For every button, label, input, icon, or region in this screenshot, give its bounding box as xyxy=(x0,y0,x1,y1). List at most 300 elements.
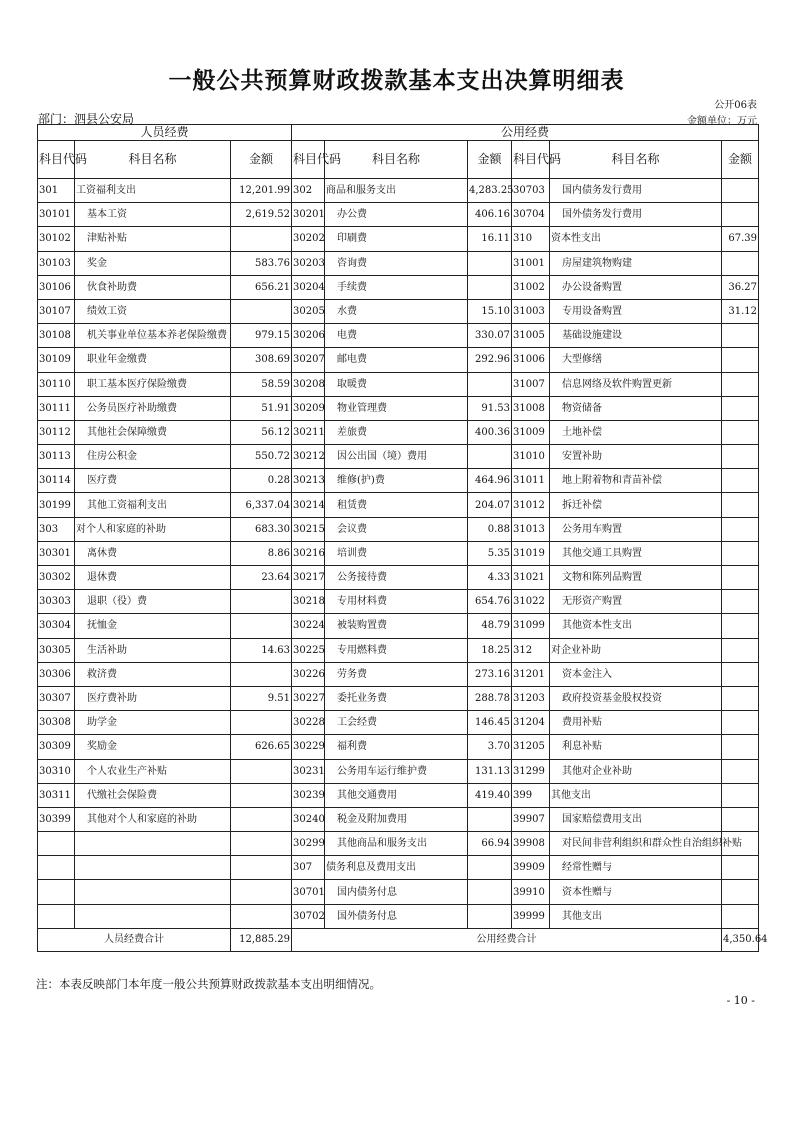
public-name-cell: 邮电费 xyxy=(325,348,468,372)
personnel-amount-cell xyxy=(231,807,292,831)
public-name-cell: 电费 xyxy=(325,324,468,348)
capital-name-cell: 对企业补助 xyxy=(550,638,722,662)
public-amount-cell: 16.11 xyxy=(468,227,512,251)
capital-amount-cell xyxy=(722,493,759,517)
public-name-cell: 工会经费 xyxy=(325,711,468,735)
personnel-code-cell: 30307 xyxy=(38,686,75,710)
personnel-name-cell: 其他工资福利支出 xyxy=(75,493,231,517)
column-header-row xyxy=(38,141,759,179)
public-code-cell: 30299 xyxy=(292,832,325,856)
capital-name-cell: 资本性支出 xyxy=(550,227,722,251)
capital-name-cell: 资本性赠与 xyxy=(550,880,722,904)
public-name-cell: 其他商品和服务支出 xyxy=(325,832,468,856)
public-name-cell: 因公出国（境）费用 xyxy=(325,445,468,469)
capital-code-cell: 31201 xyxy=(512,662,550,686)
personnel-name-cell: 机关事业单位基本养老保险缴费 xyxy=(75,324,231,348)
public-name-cell: 专用材料费 xyxy=(325,590,468,614)
public-code-cell: 30239 xyxy=(292,783,325,807)
personnel-name-cell xyxy=(75,856,231,880)
personnel-amount-cell: 308.69 xyxy=(231,348,292,372)
capital-amount-cell xyxy=(722,735,759,759)
table-row xyxy=(38,711,759,735)
personnel-name-cell: 离休费 xyxy=(75,541,231,565)
personnel-code-cell: 30306 xyxy=(38,662,75,686)
public-amount-cell xyxy=(468,880,512,904)
public-name-cell: 租赁费 xyxy=(325,493,468,517)
personnel-amount-cell: 8.86 xyxy=(231,541,292,565)
col-header-code: 科目代码 xyxy=(292,141,325,179)
public-code-cell: 30218 xyxy=(292,590,325,614)
col-header-amount: 金额 xyxy=(722,141,759,179)
public-code-cell: 30204 xyxy=(292,275,325,299)
personnel-code-cell: 30308 xyxy=(38,711,75,735)
table-row xyxy=(38,251,759,275)
table-row xyxy=(38,856,759,880)
public-amount-cell: 654.76 xyxy=(468,590,512,614)
public-code-cell: 30202 xyxy=(292,227,325,251)
capital-name-cell: 专用设备购置 xyxy=(550,299,722,323)
public-code-cell: 307 xyxy=(292,856,325,880)
personnel-amount-cell: 550.72 xyxy=(231,445,292,469)
capital-code-cell: 31006 xyxy=(512,348,550,372)
public-code-cell: 30214 xyxy=(292,493,325,517)
personnel-total-amount: 12,885.29 xyxy=(231,928,292,951)
personnel-name-cell: 医疗费补助 xyxy=(75,686,231,710)
capital-code-cell: 31022 xyxy=(512,590,550,614)
capital-code-cell: 31099 xyxy=(512,614,550,638)
capital-amount-cell xyxy=(722,566,759,590)
public-code-cell: 30212 xyxy=(292,445,325,469)
public-name-cell: 国内债务付息 xyxy=(325,880,468,904)
col-header-amount: 金额 xyxy=(231,141,292,179)
capital-amount-cell xyxy=(722,638,759,662)
group-header-row xyxy=(38,125,759,141)
public-amount-cell: 15.10 xyxy=(468,299,512,323)
table-row xyxy=(38,517,759,541)
capital-name-cell: 其他交通工具购置 xyxy=(550,541,722,565)
public-amount-cell: 146.45 xyxy=(468,711,512,735)
personnel-name-cell: 奖励金 xyxy=(75,735,231,759)
capital-code-cell: 31013 xyxy=(512,517,550,541)
personnel-code-cell: 30305 xyxy=(38,638,75,662)
capital-amount-cell xyxy=(722,614,759,638)
table-row xyxy=(38,662,759,686)
public-name-cell: 培训费 xyxy=(325,541,468,565)
personnel-amount-cell: 6,337.04 xyxy=(231,493,292,517)
personnel-amount-cell: 56.12 xyxy=(231,420,292,444)
table-row xyxy=(38,493,759,517)
capital-code-cell: 31019 xyxy=(512,541,550,565)
public-name-cell: 委托业务费 xyxy=(325,686,468,710)
personnel-code-cell: 30110 xyxy=(38,372,75,396)
personnel-code-cell: 30302 xyxy=(38,566,75,590)
public-code-cell: 30231 xyxy=(292,759,325,783)
personnel-code-cell: 30399 xyxy=(38,807,75,831)
capital-code-cell: 39910 xyxy=(512,880,550,904)
public-total-label: 公用经费合计 xyxy=(292,928,722,951)
public-name-cell: 水费 xyxy=(325,299,468,323)
capital-code-cell: 31203 xyxy=(512,686,550,710)
personnel-code-cell xyxy=(38,904,75,928)
personnel-amount-cell: 23.64 xyxy=(231,566,292,590)
capital-amount-cell xyxy=(722,807,759,831)
public-name-cell: 其他交通费用 xyxy=(325,783,468,807)
public-amount-cell: 204.07 xyxy=(468,493,512,517)
personnel-code-cell: 303 xyxy=(38,517,75,541)
personnel-name-cell: 抚恤金 xyxy=(75,614,231,638)
capital-code-cell: 31001 xyxy=(512,251,550,275)
table-row xyxy=(38,638,759,662)
personnel-code-cell: 30114 xyxy=(38,469,75,493)
public-code-cell: 30228 xyxy=(292,711,325,735)
table-row xyxy=(38,735,759,759)
public-amount-cell: 5.35 xyxy=(468,541,512,565)
personnel-code-cell: 30101 xyxy=(38,203,75,227)
personnel-amount-cell: 58.59 xyxy=(231,372,292,396)
capital-name-cell: 政府投资基金股权投资 xyxy=(550,686,722,710)
public-code-cell: 30224 xyxy=(292,614,325,638)
personnel-name-cell: 退休费 xyxy=(75,566,231,590)
table-row xyxy=(38,880,759,904)
capital-name-cell: 无形资产购置 xyxy=(550,590,722,614)
table-row xyxy=(38,807,759,831)
table-row xyxy=(38,686,759,710)
capital-amount-cell: 67.39 xyxy=(722,227,759,251)
personnel-name-cell: 奖金 xyxy=(75,251,231,275)
personnel-amount-cell: 2,619.52 xyxy=(231,203,292,227)
capital-amount-cell: 36.27 xyxy=(722,275,759,299)
capital-name-cell: 房屋建筑物购建 xyxy=(550,251,722,275)
col-header-name: 科目名称 xyxy=(325,141,468,179)
personnel-name-cell: 救济费 xyxy=(75,662,231,686)
capital-amount-cell xyxy=(722,662,759,686)
capital-amount-cell xyxy=(722,904,759,928)
department-label: 部门：泗县公安局 xyxy=(38,112,135,126)
public-name-cell: 咨询费 xyxy=(325,251,468,275)
capital-name-cell: 国家赔偿费用支出 xyxy=(550,807,722,831)
public-code-cell: 30201 xyxy=(292,203,325,227)
capital-name-cell: 办公设备购置 xyxy=(550,275,722,299)
expenditure-table xyxy=(37,124,768,952)
public-name-cell: 债务利息及费用支出 xyxy=(325,856,468,880)
col-header-amount: 金额 xyxy=(468,141,512,179)
personnel-code-cell: 30108 xyxy=(38,324,75,348)
personnel-amount-cell xyxy=(231,783,292,807)
table-row xyxy=(38,783,759,807)
capital-code-cell: 30703 xyxy=(512,179,550,203)
capital-code-cell: 31008 xyxy=(512,396,550,420)
personnel-name-cell: 伙食补助费 xyxy=(75,275,231,299)
public-amount-cell: 0.88 xyxy=(468,517,512,541)
public-code-cell: 30216 xyxy=(292,541,325,565)
public-amount-cell xyxy=(468,904,512,928)
public-code-cell: 30227 xyxy=(292,686,325,710)
public-name-cell: 公务用车运行维护费 xyxy=(325,759,468,783)
table-row xyxy=(38,348,759,372)
capital-name-cell: 物资储备 xyxy=(550,396,722,420)
capital-amount-cell: 31.12 xyxy=(722,299,759,323)
public-name-cell: 税金及附加费用 xyxy=(325,807,468,831)
capital-name-cell: 大型修缮 xyxy=(550,348,722,372)
public-amount-cell xyxy=(468,856,512,880)
capital-code-cell: 31007 xyxy=(512,372,550,396)
capital-code-cell: 312 xyxy=(512,638,550,662)
capital-amount-cell xyxy=(722,517,759,541)
capital-name-cell: 信息网络及软件购置更新 xyxy=(550,372,722,396)
col-header-name: 科目名称 xyxy=(550,141,722,179)
personnel-name-cell: 津贴补贴 xyxy=(75,227,231,251)
personnel-code-cell: 30310 xyxy=(38,759,75,783)
public-code-cell: 30217 xyxy=(292,566,325,590)
public-code-cell: 30211 xyxy=(292,420,325,444)
public-amount-cell: 91.53 xyxy=(468,396,512,420)
capital-code-cell: 39907 xyxy=(512,807,550,831)
public-amount-cell: 131.13 xyxy=(468,759,512,783)
public-total-amount: 4,350.64 xyxy=(722,928,759,951)
personnel-amount-cell: 656.21 xyxy=(231,275,292,299)
capital-code-cell: 39909 xyxy=(512,856,550,880)
public-amount-cell: 464.96 xyxy=(468,469,512,493)
capital-code-cell: 31204 xyxy=(512,711,550,735)
table-row xyxy=(38,590,759,614)
personnel-code-cell: 30102 xyxy=(38,227,75,251)
personnel-amount-cell xyxy=(231,856,292,880)
table-row xyxy=(38,275,759,299)
public-code-cell: 30226 xyxy=(292,662,325,686)
capital-amount-cell xyxy=(722,324,759,348)
public-amount-cell: 66.94 xyxy=(468,832,512,856)
capital-code-cell: 31021 xyxy=(512,566,550,590)
public-name-cell: 印刷费 xyxy=(325,227,468,251)
personnel-code-cell xyxy=(38,856,75,880)
public-amount-cell: 419.40 xyxy=(468,783,512,807)
public-amount-cell: 406.16 xyxy=(468,203,512,227)
col-header-name: 科目名称 xyxy=(75,141,231,179)
public-name-cell: 劳务费 xyxy=(325,662,468,686)
personnel-name-cell: 代缴社会保险费 xyxy=(75,783,231,807)
personnel-amount-cell xyxy=(231,614,292,638)
personnel-code-cell xyxy=(38,880,75,904)
public-amount-cell: 292.96 xyxy=(468,348,512,372)
capital-amount-cell xyxy=(722,396,759,420)
public-code-cell: 30213 xyxy=(292,469,325,493)
table-row xyxy=(38,759,759,783)
table-row xyxy=(38,372,759,396)
public-name-cell: 办公费 xyxy=(325,203,468,227)
capital-name-cell: 其他对企业补助 xyxy=(550,759,722,783)
public-code-cell: 30206 xyxy=(292,324,325,348)
public-code-cell: 30240 xyxy=(292,807,325,831)
personnel-amount-cell: 583.76 xyxy=(231,251,292,275)
personnel-name-cell: 退职（役）费 xyxy=(75,590,231,614)
table-row xyxy=(38,203,759,227)
table-row xyxy=(38,469,759,493)
personnel-amount-cell xyxy=(231,299,292,323)
public-amount-cell: 273.16 xyxy=(468,662,512,686)
public-amount-cell: 3.70 xyxy=(468,735,512,759)
public-code-cell: 302 xyxy=(292,179,325,203)
table-row xyxy=(38,445,759,469)
personnel-code-cell: 30103 xyxy=(38,251,75,275)
public-name-cell: 公务接待费 xyxy=(325,566,468,590)
personnel-name-cell xyxy=(75,832,231,856)
public-code-cell: 30208 xyxy=(292,372,325,396)
personnel-amount-cell: 12,201.99 xyxy=(231,179,292,203)
public-group-header: 公用经费 xyxy=(292,125,759,141)
personnel-code-cell: 30113 xyxy=(38,445,75,469)
table-row xyxy=(38,396,759,420)
capital-name-cell: 国外债务发行费用 xyxy=(550,203,722,227)
capital-code-cell: 31005 xyxy=(512,324,550,348)
personnel-code-cell: 30199 xyxy=(38,493,75,517)
personnel-code-cell: 30301 xyxy=(38,541,75,565)
capital-name-cell: 安置补助 xyxy=(550,445,722,469)
personnel-name-cell: 对个人和家庭的补助 xyxy=(75,517,231,541)
public-amount-cell: 4.33 xyxy=(468,566,512,590)
capital-name-cell: 公务用车购置 xyxy=(550,517,722,541)
personnel-amount-cell xyxy=(231,227,292,251)
capital-name-cell: 费用补贴 xyxy=(550,711,722,735)
capital-code-cell: 31205 xyxy=(512,735,550,759)
public-amount-cell xyxy=(468,445,512,469)
personnel-code-cell: 30112 xyxy=(38,420,75,444)
personnel-name-cell: 个人农业生产补贴 xyxy=(75,759,231,783)
form-code: 公开06表 xyxy=(714,100,757,111)
capital-code-cell: 310 xyxy=(512,227,550,251)
capital-name-cell: 基础设施建设 xyxy=(550,324,722,348)
capital-name-cell: 其他支出 xyxy=(550,783,722,807)
capital-amount-cell xyxy=(722,783,759,807)
personnel-name-cell: 其他对个人和家庭的补助 xyxy=(75,807,231,831)
capital-amount-cell xyxy=(722,686,759,710)
public-amount-cell xyxy=(468,251,512,275)
capital-code-cell: 39908 xyxy=(512,832,550,856)
capital-amount-cell xyxy=(722,179,759,203)
personnel-code-cell: 30109 xyxy=(38,348,75,372)
personnel-name-cell: 职业年金缴费 xyxy=(75,348,231,372)
personnel-name-cell: 工资福利支出 xyxy=(75,179,231,203)
capital-code-cell: 31009 xyxy=(512,420,550,444)
capital-name-cell: 经常性赠与 xyxy=(550,856,722,880)
capital-code-cell: 30704 xyxy=(512,203,550,227)
personnel-name-cell: 职工基本医疗保险缴费 xyxy=(75,372,231,396)
public-name-cell: 被装购置费 xyxy=(325,614,468,638)
personnel-amount-cell: 0.28 xyxy=(231,469,292,493)
personnel-name-cell: 医疗费 xyxy=(75,469,231,493)
capital-code-cell: 31002 xyxy=(512,275,550,299)
public-amount-cell xyxy=(468,275,512,299)
personnel-amount-cell: 979.15 xyxy=(231,324,292,348)
public-amount-cell: 330.07 xyxy=(468,324,512,348)
public-code-cell: 30209 xyxy=(292,396,325,420)
personnel-amount-cell xyxy=(231,662,292,686)
public-code-cell: 30701 xyxy=(292,880,325,904)
personnel-name-cell: 绩效工资 xyxy=(75,299,231,323)
capital-code-cell: 31012 xyxy=(512,493,550,517)
capital-name-cell: 土地补偿 xyxy=(550,420,722,444)
personnel-amount-cell xyxy=(231,904,292,928)
capital-amount-cell xyxy=(722,856,759,880)
table-row xyxy=(38,299,759,323)
capital-name-cell: 地上附着物和青苗补偿 xyxy=(550,469,722,493)
personnel-code-cell: 30304 xyxy=(38,614,75,638)
personnel-code-cell: 301 xyxy=(38,179,75,203)
personnel-amount-cell: 626.65 xyxy=(231,735,292,759)
footnote: 注：本表反映部门本年度一般公共预算财政拨款基本支出明细情况。 xyxy=(36,977,381,991)
personnel-name-cell: 生活补助 xyxy=(75,638,231,662)
personnel-name-cell: 住房公积金 xyxy=(75,445,231,469)
public-name-cell: 取暖费 xyxy=(325,372,468,396)
public-name-cell: 商品和服务支出 xyxy=(325,179,468,203)
table-row xyxy=(38,179,759,203)
public-amount-cell xyxy=(468,807,512,831)
table-row xyxy=(38,832,759,856)
capital-amount-cell xyxy=(722,251,759,275)
public-name-cell: 差旅费 xyxy=(325,420,468,444)
public-name-cell: 专用燃料费 xyxy=(325,638,468,662)
public-name-cell: 物业管理费 xyxy=(325,396,468,420)
capital-code-cell: 31011 xyxy=(512,469,550,493)
capital-name-cell: 利息补贴 xyxy=(550,735,722,759)
personnel-name-cell: 公务员医疗补助缴费 xyxy=(75,396,231,420)
capital-code-cell: 39999 xyxy=(512,904,550,928)
public-amount-cell: 288.78 xyxy=(468,686,512,710)
personnel-amount-cell: 683.30 xyxy=(231,517,292,541)
personnel-amount-cell xyxy=(231,832,292,856)
public-code-cell: 30215 xyxy=(292,517,325,541)
personnel-code-cell: 30107 xyxy=(38,299,75,323)
capital-amount-cell xyxy=(722,420,759,444)
public-amount-cell xyxy=(468,372,512,396)
personnel-name-cell xyxy=(75,880,231,904)
personnel-code-cell: 30111 xyxy=(38,396,75,420)
table-row xyxy=(38,566,759,590)
personnel-name-cell: 基本工资 xyxy=(75,203,231,227)
public-code-cell: 30225 xyxy=(292,638,325,662)
capital-name-cell: 文物和陈列品购置 xyxy=(550,566,722,590)
public-name-cell: 手续费 xyxy=(325,275,468,299)
personnel-amount-cell: 9.51 xyxy=(231,686,292,710)
capital-code-cell: 31299 xyxy=(512,759,550,783)
capital-amount-cell xyxy=(722,541,759,565)
table-row xyxy=(38,324,759,348)
personnel-amount-cell xyxy=(231,590,292,614)
capital-name-cell: 对民间非营利组织和群众性自治组织补贴 xyxy=(550,832,722,856)
personnel-name-cell xyxy=(75,904,231,928)
personnel-code-cell: 30303 xyxy=(38,590,75,614)
public-code-cell: 30207 xyxy=(292,348,325,372)
amount-unit: 金额单位：万元 xyxy=(687,116,757,127)
personnel-code-cell: 30309 xyxy=(38,735,75,759)
capital-name-cell: 拆迁补偿 xyxy=(550,493,722,517)
public-name-cell: 福利费 xyxy=(325,735,468,759)
capital-code-cell: 399 xyxy=(512,783,550,807)
personnel-code-cell xyxy=(38,832,75,856)
capital-amount-cell xyxy=(722,759,759,783)
capital-amount-cell xyxy=(722,203,759,227)
personnel-code-cell: 30106 xyxy=(38,275,75,299)
personnel-group-header: 人员经费 xyxy=(38,125,292,141)
col-header-code: 科目代码 xyxy=(512,141,550,179)
public-name-cell: 国外债务付息 xyxy=(325,904,468,928)
capital-code-cell: 31003 xyxy=(512,299,550,323)
page-number: - 10 - xyxy=(726,994,755,1007)
personnel-amount-cell xyxy=(231,880,292,904)
capital-name-cell: 资本金注入 xyxy=(550,662,722,686)
personnel-code-cell: 30311 xyxy=(38,783,75,807)
public-code-cell: 30203 xyxy=(292,251,325,275)
personnel-name-cell: 助学金 xyxy=(75,711,231,735)
